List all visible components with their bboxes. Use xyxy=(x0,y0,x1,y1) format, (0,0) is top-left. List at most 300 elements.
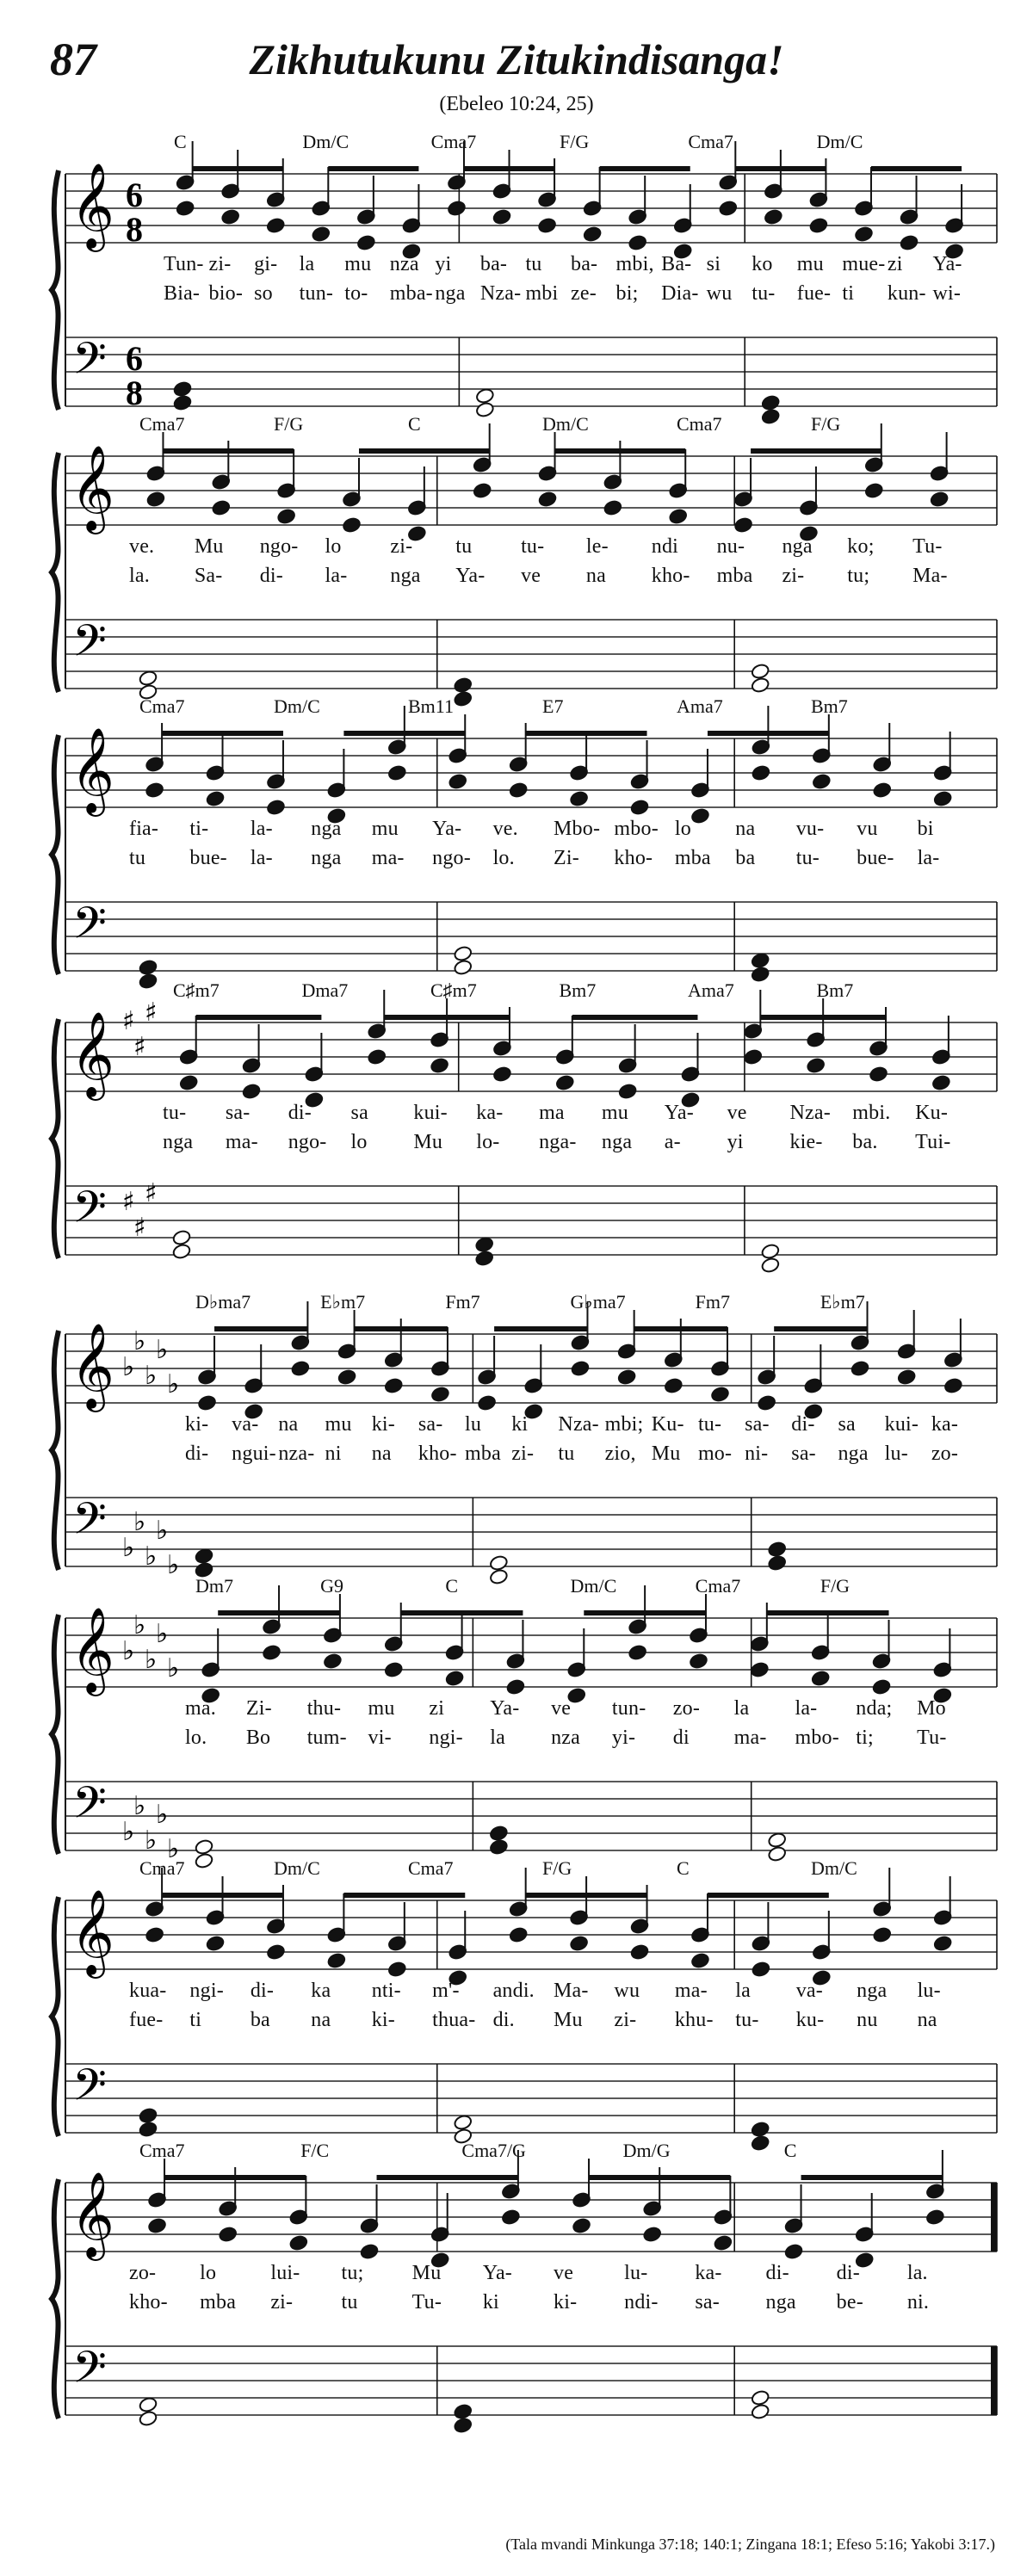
lyric-syllable: ma- xyxy=(225,1131,258,1153)
lyric-syllable: sa- xyxy=(745,1413,770,1436)
treble-clef-icon: 𝄞 xyxy=(71,727,114,813)
note xyxy=(569,1935,589,1952)
lyric-syllable: Ku- xyxy=(651,1413,684,1436)
lyric-syllable: ma xyxy=(539,1102,565,1124)
lyric-syllable: ngo- xyxy=(432,847,471,869)
lyric-syllable: mu xyxy=(368,1697,395,1720)
lyric-syllable: ti; xyxy=(856,1727,874,1749)
chord-symbol: Fm7 xyxy=(445,1291,480,1313)
lyric-syllable: mba xyxy=(200,2291,237,2313)
note xyxy=(767,1554,787,1572)
lyric-syllable: ngui- xyxy=(232,1442,276,1465)
treble-staff xyxy=(65,1618,997,1687)
note xyxy=(864,482,884,499)
chord-symbol: Dm7 xyxy=(195,1575,233,1597)
lyric-syllable: tu; xyxy=(341,2262,364,2284)
note xyxy=(751,2389,770,2406)
note xyxy=(761,394,781,411)
note xyxy=(218,2167,238,2217)
lyric-syllable: Ku- xyxy=(915,1102,949,1124)
note xyxy=(384,1377,404,1394)
note xyxy=(139,959,158,976)
lyric-syllable: ki- xyxy=(185,1413,209,1436)
chord-symbol: Dm/C xyxy=(274,695,320,717)
note xyxy=(509,723,529,773)
lyric-syllable: ni xyxy=(325,1442,342,1465)
lyric-syllable: kua- xyxy=(129,1980,167,2002)
music-system xyxy=(50,413,997,689)
lyric-syllable: Zi- xyxy=(554,847,579,869)
note xyxy=(751,663,770,680)
chord-symbol: Dma7 xyxy=(301,979,349,1001)
note xyxy=(323,1652,343,1670)
lyric-syllable: ti- xyxy=(189,818,209,840)
note xyxy=(387,1902,407,1952)
chord-symbol: F/G xyxy=(820,1575,851,1597)
note xyxy=(812,714,832,764)
note xyxy=(242,1083,262,1100)
note xyxy=(506,1678,526,1696)
note xyxy=(569,1876,589,1926)
chord-symbol: Dm/C xyxy=(302,131,349,152)
lyric-syllable: kho- xyxy=(129,2291,168,2313)
lyric-syllable: vi- xyxy=(368,1727,392,1749)
treble-clef-icon: 𝄞 xyxy=(71,163,114,249)
lyric-syllable: andi. xyxy=(492,1980,535,2002)
note xyxy=(266,1943,286,1961)
note xyxy=(630,1885,650,1935)
note xyxy=(172,1229,192,1246)
note xyxy=(453,2417,473,2434)
chord-symbol: F/G xyxy=(811,413,841,435)
note xyxy=(384,1661,404,1678)
lyric-syllable: Ma- xyxy=(554,1980,589,2002)
lyric-syllable: ma- xyxy=(674,1980,708,2002)
lyric-syllable: tu xyxy=(129,847,146,869)
lyric-syllable: ba- xyxy=(571,253,598,275)
music-system xyxy=(50,131,997,412)
lyric-syllable: na xyxy=(735,818,756,840)
lyric-syllable: la xyxy=(733,1697,750,1720)
lyric-syllable: lo xyxy=(200,2262,217,2284)
lyric-syllable: ma- xyxy=(371,847,405,869)
chord-symbol: C xyxy=(445,1575,459,1597)
svg-text:♭: ♭ xyxy=(156,1800,169,1830)
note xyxy=(751,952,770,969)
note xyxy=(617,1310,637,1360)
note xyxy=(900,176,919,225)
lyric-syllable: ve xyxy=(551,1697,572,1720)
note xyxy=(384,1603,404,1652)
note xyxy=(266,1885,286,1935)
note xyxy=(197,1394,217,1412)
chord-symbol: C xyxy=(783,2140,797,2161)
lyric-syllable: nu- xyxy=(716,535,745,558)
chord-symbol: E♭m7 xyxy=(320,1291,366,1313)
treble-clef-icon: 𝄞 xyxy=(71,445,114,531)
svg-text:♭: ♭ xyxy=(167,1653,180,1683)
lyric-syllable: mue- xyxy=(842,253,886,275)
chord-symbol: Cma7 xyxy=(430,131,477,152)
lyric-line-verse2 xyxy=(50,2009,997,2035)
lyric-syllable: ve xyxy=(727,1102,747,1124)
lyric-syllable: ki- xyxy=(554,2291,578,2313)
svg-text:♭: ♭ xyxy=(133,1791,146,1821)
note xyxy=(492,1066,512,1083)
note xyxy=(311,225,331,243)
chord-symbol: Bm11 xyxy=(408,695,454,717)
lyric-syllable: di- xyxy=(259,565,283,587)
lyric-syllable: wu xyxy=(614,1980,640,2002)
note xyxy=(139,2396,158,2413)
lyric-syllable: la- xyxy=(795,1697,818,1720)
lyric-syllable: ngi- xyxy=(429,1727,463,1749)
svg-text:♭: ♭ xyxy=(145,1645,158,1675)
note xyxy=(933,1935,953,1952)
note xyxy=(764,150,783,200)
lyric-syllable: di- xyxy=(791,1413,815,1436)
lyric-syllable: Tu- xyxy=(912,535,943,558)
lyric-line-verse1 xyxy=(50,1697,997,1723)
lyric-syllable: fia- xyxy=(129,818,159,840)
lyric-syllable: mbi. xyxy=(852,1102,891,1124)
svg-text:♭: ♭ xyxy=(122,1636,135,1666)
lyric-syllable: ba xyxy=(250,2009,270,2031)
chord-symbol: Cma7 xyxy=(139,1857,185,1879)
lyric-syllable: nti- xyxy=(371,1980,401,2002)
note xyxy=(751,2403,770,2420)
lyric-syllable: nu xyxy=(857,2009,878,2031)
lyric-syllable: ngo- xyxy=(259,535,299,558)
lyric-syllable: va- xyxy=(232,1413,259,1436)
lyric-syllable: ka- xyxy=(695,2262,722,2284)
note xyxy=(752,1902,771,1952)
svg-text:♭: ♭ xyxy=(122,1352,135,1382)
note xyxy=(360,2184,380,2234)
note xyxy=(744,990,764,1040)
chord-symbol: Dm/C xyxy=(816,131,863,152)
hymn-number: 87 xyxy=(50,34,96,85)
lyric-syllable: Ya- xyxy=(664,1102,694,1124)
chord-symbol: Dm/G xyxy=(622,2140,671,2161)
note xyxy=(447,200,467,217)
chord-symbol: Dm/C xyxy=(542,413,589,435)
lyric-line-verse1 xyxy=(50,1102,997,1127)
note xyxy=(489,1554,509,1572)
treble-staff xyxy=(65,1900,997,1969)
lyric-syllable: Mbo- xyxy=(554,818,601,840)
lyric-syllable: la xyxy=(490,1727,505,1749)
bass-clef-icon: 𝄢 xyxy=(72,332,107,395)
lyric-syllable: Ya- xyxy=(932,253,962,275)
note xyxy=(537,217,557,234)
note xyxy=(356,176,376,225)
lyric-syllable: vu xyxy=(857,818,878,840)
lyric-syllable: tun- xyxy=(611,1697,646,1720)
chord-symbol: Fm7 xyxy=(695,1291,731,1313)
lyric-syllable: sa- xyxy=(791,1442,816,1465)
treble-clef-icon: 𝄞 xyxy=(71,1607,114,1693)
lyric-syllable: vu- xyxy=(795,818,825,840)
lyric-syllable: wi- xyxy=(932,282,962,305)
scripture-reference: (Ebeleo 10:24, 25) xyxy=(439,93,594,115)
lyric-line-verse1 xyxy=(50,253,997,279)
chord-symbol: Cma7 xyxy=(139,2140,185,2161)
final-barline xyxy=(991,2346,997,2415)
lyric-syllable: fue- xyxy=(796,282,832,305)
note xyxy=(617,1368,637,1386)
note xyxy=(173,394,193,411)
note xyxy=(139,2410,158,2427)
footnote: (Tala mvandi Minkunga 37:18; 140:1; Zingana 18:1; Efeso 5:16; Yakobi 3:17.) xyxy=(505,2536,995,2553)
note xyxy=(752,1961,771,1978)
note xyxy=(933,1876,953,1926)
lyric-syllable: nza- xyxy=(278,1442,315,1465)
bass-clef-icon: 𝄢 xyxy=(72,615,107,677)
note xyxy=(291,1301,311,1351)
note xyxy=(367,1048,387,1066)
lyric-syllable: ngo- xyxy=(288,1131,327,1153)
note xyxy=(220,150,240,200)
note xyxy=(811,1670,831,1687)
note xyxy=(630,740,650,790)
note xyxy=(930,491,949,508)
note xyxy=(266,158,286,208)
chord-symbol: F/G xyxy=(560,131,590,152)
chord-symbol: Cma7 xyxy=(139,413,185,435)
note xyxy=(733,516,753,534)
lyric-syllable: ko xyxy=(752,253,773,275)
treble-staff xyxy=(65,456,997,525)
lyric-syllable: ni- xyxy=(745,1442,769,1465)
lyric-syllable: gi- xyxy=(254,253,278,275)
lyric-syllable: tun- xyxy=(299,282,334,305)
lyric-syllable: zio, xyxy=(604,1442,636,1465)
lyric-line-verse2 xyxy=(50,1442,997,1468)
bass-clef-icon: 𝄢 xyxy=(72,2059,107,2122)
lyric-syllable: ki xyxy=(511,1413,529,1436)
lyric-syllable: yi xyxy=(435,253,452,275)
note xyxy=(176,200,195,217)
lyric-syllable: mba- xyxy=(389,282,433,305)
lyric-syllable: ni. xyxy=(906,2291,930,2313)
lyric-syllable: wu xyxy=(706,282,733,305)
note xyxy=(266,740,286,790)
lyric-syllable: Mu xyxy=(194,535,224,558)
hymn-header xyxy=(0,0,1033,129)
lyric-syllable: mu xyxy=(371,818,399,840)
note xyxy=(206,790,226,807)
note xyxy=(869,1066,888,1083)
time-signature-top: 6 xyxy=(126,176,143,214)
lyric-syllable: ndi- xyxy=(624,2291,659,2313)
note xyxy=(477,1336,497,1386)
note xyxy=(206,1876,226,1926)
lyric-syllable: mba xyxy=(716,565,753,587)
lyric-syllable: zo- xyxy=(931,1442,959,1465)
lyric-syllable: ngi- xyxy=(189,1980,224,2002)
lyric-line-verse1 xyxy=(50,1980,997,2005)
note xyxy=(242,1024,262,1074)
note xyxy=(195,1838,214,1856)
lyric-syllable: Ya- xyxy=(432,818,462,840)
treble-clef-icon: 𝄞 xyxy=(71,1889,114,1975)
chord-symbol: D♭ma7 xyxy=(195,1291,251,1313)
lyric-syllable: nga xyxy=(838,1442,869,1465)
note xyxy=(173,380,193,398)
lyric-syllable: nga- xyxy=(539,1131,577,1153)
chord-symbol: Cma7/G xyxy=(461,2140,526,2161)
lyric-syllable: Nza- xyxy=(558,1413,599,1436)
note xyxy=(664,1319,684,1368)
lyric-syllable: na xyxy=(311,2009,331,2031)
note xyxy=(806,1057,826,1074)
lyric-syllable: so xyxy=(254,282,273,305)
svg-text:♯: ♯ xyxy=(145,998,158,1028)
lyric-syllable: mba xyxy=(465,1442,501,1465)
note xyxy=(897,1368,917,1386)
note xyxy=(220,208,240,225)
note xyxy=(930,432,949,482)
lyric-syllable: lui- xyxy=(270,2262,300,2284)
lyric-syllable: ti xyxy=(842,282,855,305)
lyric-syllable: bue- xyxy=(189,847,227,869)
lyric-syllable: Mu xyxy=(413,1131,443,1153)
lyric-syllable: ve xyxy=(554,2262,574,2284)
lyric-syllable: mba xyxy=(674,847,711,869)
music-system xyxy=(50,1857,997,2133)
note xyxy=(750,1603,770,1652)
bass-staff xyxy=(65,2064,997,2133)
lyric-line-verse1 xyxy=(50,535,997,561)
lyric-syllable: bi xyxy=(917,818,934,840)
note xyxy=(784,2243,804,2260)
lyric-syllable: tu- xyxy=(795,847,820,869)
note xyxy=(430,1057,449,1074)
note xyxy=(262,1585,281,1635)
lyric-syllable: va- xyxy=(795,1980,823,2002)
lyric-syllable: mbo- xyxy=(614,818,659,840)
lyric-syllable: be- xyxy=(836,2291,863,2313)
note xyxy=(474,1250,494,1267)
note xyxy=(689,1594,708,1644)
treble-clef-icon: 𝄞 xyxy=(71,1323,114,1409)
lyric-syllable: ka- xyxy=(476,1102,504,1124)
note xyxy=(289,2234,309,2252)
lyric-syllable: lu- xyxy=(917,1980,941,2002)
note xyxy=(430,998,449,1048)
note xyxy=(628,234,647,251)
note xyxy=(718,200,738,217)
note xyxy=(492,208,512,225)
note xyxy=(337,1310,357,1360)
lyric-syllable: ki xyxy=(482,2291,499,2313)
note xyxy=(453,2114,473,2131)
svg-text:♭: ♭ xyxy=(133,1507,146,1537)
lyric-syllable: kie- xyxy=(789,1131,823,1153)
lyric-syllable: zi xyxy=(887,253,903,275)
note xyxy=(784,2184,804,2234)
note xyxy=(367,990,387,1040)
lyric-syllable: tu- xyxy=(735,2009,759,2031)
lyric-syllable: Mo xyxy=(917,1697,946,1720)
note xyxy=(752,706,771,756)
svg-text:♭: ♭ xyxy=(167,1834,180,1864)
lyric-line-verse1 xyxy=(50,2262,997,2288)
note xyxy=(489,1825,509,1842)
svg-text:♭: ♭ xyxy=(156,1335,169,1365)
music-system xyxy=(50,2140,997,2415)
lyric-syllable: thu- xyxy=(306,1697,342,1720)
note xyxy=(147,2217,167,2234)
note xyxy=(943,1319,963,1368)
lyric-syllable: ndi xyxy=(651,535,679,558)
note xyxy=(445,1670,465,1687)
chord-symbol: Dm/C xyxy=(811,1857,857,1879)
lyric-syllable: sa- xyxy=(695,2291,720,2313)
lyric-syllable: nga xyxy=(601,1131,633,1153)
note xyxy=(628,1644,647,1661)
lyric-syllable: di- xyxy=(288,1102,312,1124)
note xyxy=(872,723,892,773)
note xyxy=(689,1652,708,1670)
lyric-syllable: di- xyxy=(185,1442,209,1465)
lyric-syllable: Tui- xyxy=(915,1131,951,1153)
note xyxy=(744,1048,764,1066)
note xyxy=(630,799,650,816)
note xyxy=(489,1838,509,1856)
svg-text:♭: ♭ xyxy=(133,1610,146,1640)
chord-symbol: Ama7 xyxy=(677,695,723,717)
lyric-syllable: na xyxy=(371,1442,392,1465)
lyric-line-verse2 xyxy=(50,1727,997,1752)
note xyxy=(139,2107,158,2124)
note xyxy=(538,432,558,482)
lyric-syllable: zi xyxy=(429,1697,445,1720)
note xyxy=(806,998,826,1048)
note xyxy=(509,781,529,799)
note xyxy=(509,1926,529,1943)
lyric-line-verse1 xyxy=(50,818,997,843)
bass-staff xyxy=(65,337,997,406)
time-signature-top: 6 xyxy=(126,339,143,378)
note xyxy=(571,1360,591,1377)
bass-clef-icon: 𝄢 xyxy=(72,1492,107,1555)
svg-text:♭: ♭ xyxy=(156,1619,169,1649)
lyric-syllable: ka- xyxy=(931,1413,959,1436)
lyric-syllable: Sa- xyxy=(194,565,223,587)
lyric-syllable: di. xyxy=(492,2009,515,2031)
lyric-syllable: zo- xyxy=(129,2262,157,2284)
lyric-syllable: la xyxy=(735,1980,752,2002)
note xyxy=(933,790,953,807)
lyric-syllable: sa- xyxy=(225,1102,251,1124)
note xyxy=(690,1952,710,1969)
svg-text:♭: ♭ xyxy=(145,1361,158,1391)
lyric-syllable: mo- xyxy=(697,1442,733,1465)
treble-clef-icon: 𝄞 xyxy=(71,1011,114,1097)
lyric-syllable: ku- xyxy=(795,2009,825,2031)
lyric-syllable: Tu- xyxy=(411,2291,442,2313)
lyric-syllable: di- xyxy=(250,1980,275,2002)
lyric-syllable: zi- xyxy=(614,2009,637,2031)
chord-symbol: Bm7 xyxy=(811,695,848,717)
chord-symbol: Bm7 xyxy=(559,979,597,1001)
note xyxy=(477,1394,497,1412)
lyric-line-verse2 xyxy=(50,2291,997,2317)
lyric-syllable: zi- xyxy=(511,1442,535,1465)
note xyxy=(555,1074,575,1091)
